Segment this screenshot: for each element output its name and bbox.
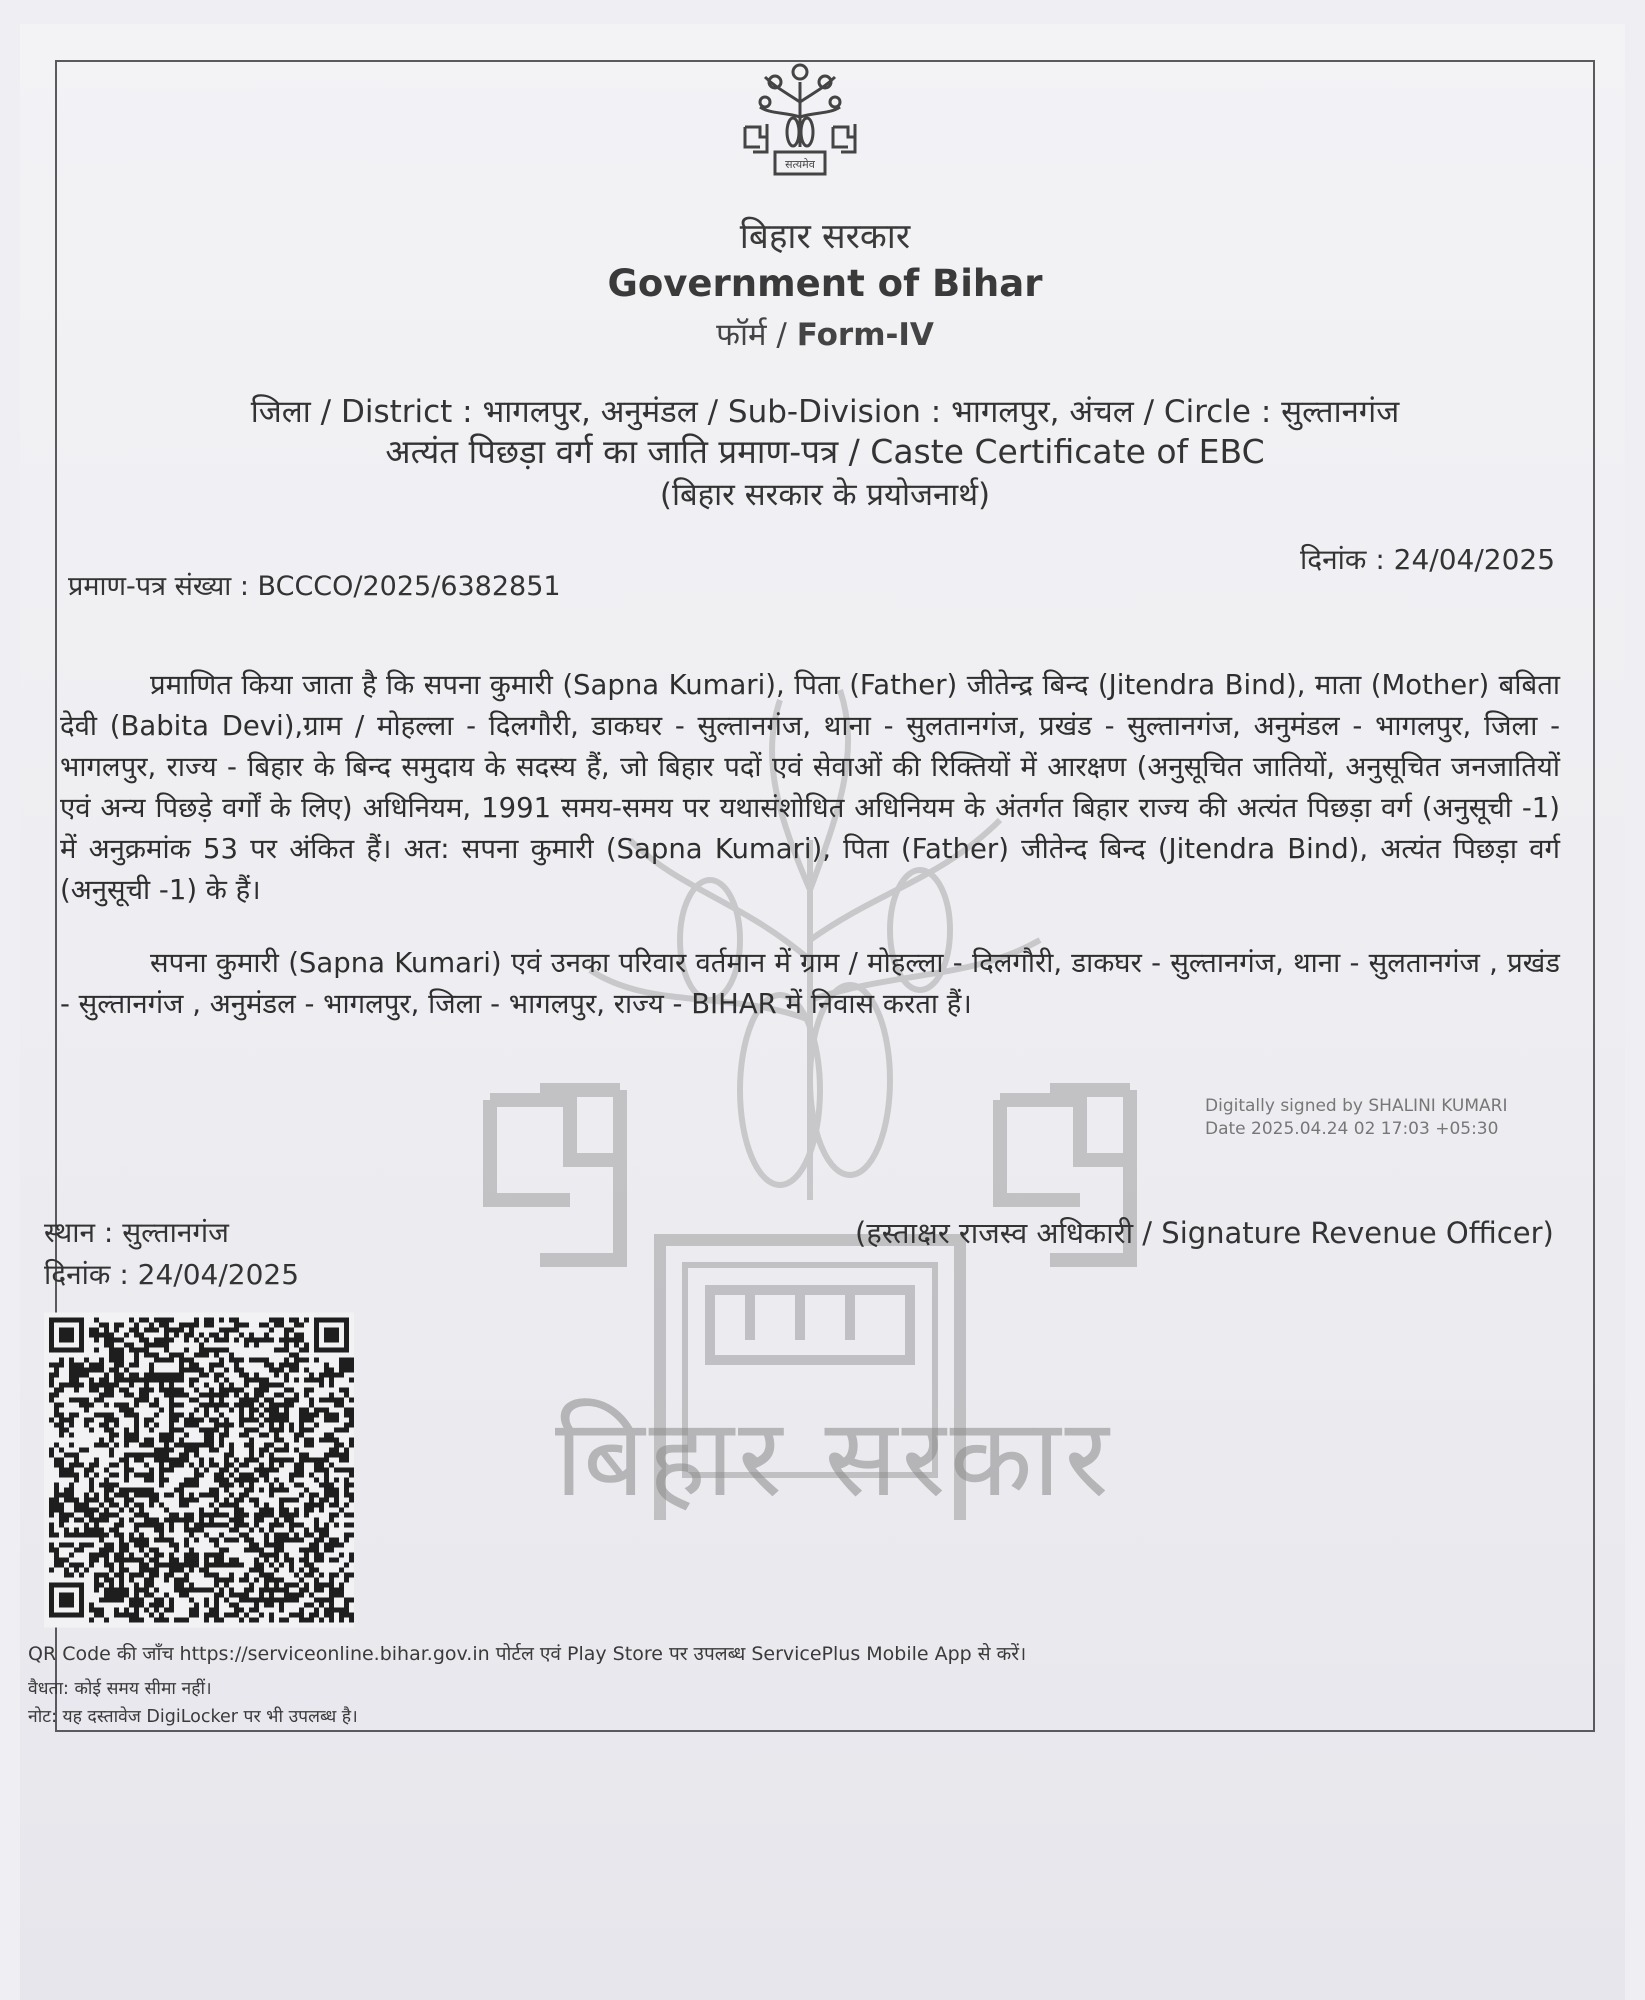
issue-date: दिनांक : 24/04/2025: [1300, 543, 1556, 576]
signature-label: (हस्ताक्षर राजस्व अधिकारी / Signature Revenue Officer): [855, 1216, 1554, 1250]
footer-qr-verification-note: QR Code की जाँच https://serviceonline.bihar.gov.in पोर्टल एवं Play Store पर उपलब्ध ServicePlus Mobile App से करें।: [28, 1643, 1027, 1665]
footer-validity-note: वैधता: कोई समय सीमा नहीं।: [28, 1679, 212, 1699]
digital-signature-date: Date 2025.04.24 02 17:03 +05:30: [1205, 1119, 1499, 1139]
government-title-hindi: बिहार सरकार: [739, 217, 911, 257]
footer-digilocker-note: नोट: यह दस्तावेज DigiLocker पर भी उपलब्ध है।: [28, 1707, 358, 1727]
certificate-title: अत्यंत पिछड़ा वर्ग का जाति प्रमाण-पत्र / Caste Certificate of EBC: [385, 432, 1265, 471]
government-title-english: Government of Bihar: [607, 262, 1043, 305]
qr-code[interactable]: [44, 1312, 354, 1628]
form-number: [55, 313, 1595, 355]
district-line: जिला / District : भागलपुर, अनुमंडल / Sub-Division : भागलपुर, अंचल / Circle : सुल्तानगंज: [250, 394, 1400, 430]
form-label-english: Form-IV: [796, 317, 934, 353]
place-label: स्थान : सुल्तानगंज: [44, 1216, 229, 1249]
certificate-body-paragraph-1: प्रमाणित किया जाता है कि सपना कुमारी (Sapna Kumari), पिता (Father) जीतेन्द्र बिन्द (Jitendra Bind), माता (Mother) बबिता देवी (Babita Devi),ग्राम / मोहल्ला - दिलगौरी, डाकघर - सुल्तानगंज, थाना - सुलतानगंज, प्रखंड - सुल्तानगंज, अनुमंडल - भागलपुर, जिला - भागलपुर, राज्य - बिहार के बिन्द समुदाय के सदस्य हैं, जो बिहार पदों एवं सेवाओं की रिक्तियों में आरक्षण (अनुसूचित जातियों, अनुसूचित जनजातियों एवं अन्य पिछड़े वर्गों के लिए) अधिनियम, 1991 समय-समय पर यथासंशोधित अधिनियम के अंतर्गत बिहार राज्य की अत्यंत पिछड़ा वर्ग (अनुसूची -1) में अनुक्रमांक 53 पर अंकित हैं। अत: सपना कुमारी (Sapna Kumari), पिता (Father) जीतेन्द बिन्द (Jitendra Bind), अत्यंत पिछड़ा वर्ग (अनुसूची -1) के हैं।: [60, 669, 1560, 906]
svg-text:सत्यमेव: सत्यमेव: [785, 158, 815, 171]
bottom-date: दिनांक : 24/04/2025: [44, 1258, 300, 1291]
certificate-purpose: (बिहार सरकार के प्रयोजनार्थ): [659, 477, 991, 513]
certificate-number: प्रमाण-पत्र संख्या : BCCCO/2025/6382851: [68, 571, 561, 602]
digital-signature-signer: Digitally signed by SHALINI KUMARI: [1205, 1096, 1508, 1116]
form-separator: /: [766, 317, 797, 353]
digital-signature: [1205, 1095, 1507, 1141]
watermark-text: बिहार सरकार: [555, 1396, 1113, 1521]
form-label-hindi: फॉर्म: [716, 317, 767, 353]
bihar-emblem-logo: [735, 52, 865, 182]
certificate-body-paragraph-2: सपना कुमारी (Sapna Kumari) एवं उनका परिवार वर्तमान में ग्राम / मोहल्ला - दिलगौरी, डाकघर - सुल्तानगंज, थाना - सुलतानगंज , प्रखंड - सुल्तानगंज , अनुमंडल - भागलपुर, जिला - भागलपुर, राज्य - BIHAR में निवास करता हैं।: [60, 947, 1560, 1020]
